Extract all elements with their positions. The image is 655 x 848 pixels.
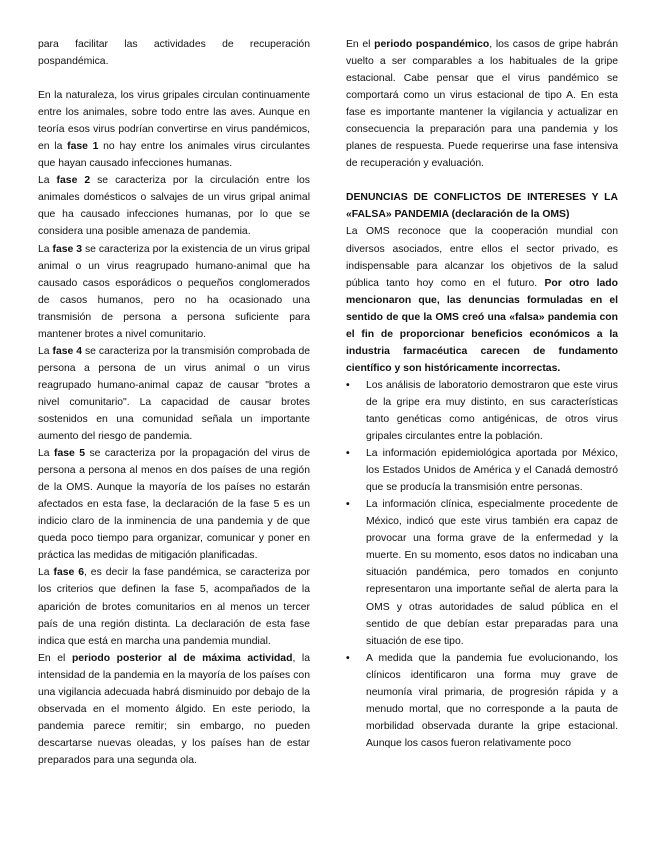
- bullet-icon: •: [346, 652, 350, 664]
- paragraph-phase-3: La fase 3 se caracteriza por la existencia de un virus gripal animal o un virus reagrupado humano-animal que ha causado casos esporádicos o pequeños conglomerados de casos humanos, pero no ha ocasionado una transmisión de persona a persona suficiente para mantener brotes a nivel comunitario.: [38, 243, 310, 340]
- evidence-list: [346, 377, 618, 752]
- list-item: • La información epidemiológica aportada por México, los Estados Unidos de América y el Canadá demostró que se producía la transmisión entre personas.: [346, 445, 618, 496]
- paragraph-phase-1: En la naturaleza, los virus gripales circulan continuamente entre los animales, sobre todo entre las aves. Aunque en teoría esos virus podrían convertirse en virus pandémicos, en la fase 1 no hay entre los animales virus circulantes que hayan causado infecciones humanas.: [38, 90, 310, 170]
- paragraph-who-statement: La OMS reconoce que la cooperación mundial con diversos asociados, entre ellos el sector privado, es indispensable para alcanzar los objetivos de la salud pública tanto hoy como en el futuro. Por otro lado mencionaron que, las denuncias formuladas en el sentido de que la OMS creó una «falsa» pandemia con el fin de proporcionar beneficios económicos a la industria farmacéutica carecen de fundamento científico y son históricamente incorrectas.: [346, 226, 619, 374]
- paragraph-phase-2: La fase 2 se caracteriza por la circulación entre los animales domésticos o salvajes de un virus gripal animal que ha causado infecciones humanas, por lo que se considera una posible amenaza de pandemia.: [38, 175, 310, 238]
- paragraph-phase-4: La fase 4 se caracteriza por la transmisión comprobada de persona a persona de un virus animal o un virus reagrupado humano-animal capaz de causar "brotes a nivel comunitario". La capacidad de causar brotes sostenidos en una comunidad señala un importante aumento del riesgo de pandemia.: [38, 345, 310, 443]
- list-item: • La información clínica, especialmente procedente de México, indicó que este virus también era capaz de provocar una forma grave de la enfermedad y la muerte. En su momento, esos datos no indicaban una situación pandémica, pero tomados en conjunto representaron una importante señal de alerta para la OMS y otras autoridades de salud pública en el sentido de que debían estar preparadas para una situación de ese tipo.: [346, 496, 618, 649]
- bullet-icon: •: [346, 499, 350, 511]
- list-item: • A medida que la pandemia fue evolucionando, los clínicos identificaron una forma muy grave de neumonía viral primaria, de progresión rápida y a menudo mortal, que no corresponde a la pauta de morbilidad observada durante la gripe estacional. Aunque los casos fueron relativamente poco: [346, 650, 618, 752]
- section-heading: DENUNCIAS DE CONFLICTOS DE INTERESES Y LA «FALSA» PANDEMIA (declaración de la OMS): [346, 192, 618, 221]
- left-column: [38, 36, 310, 769]
- bullet-icon: •: [346, 379, 350, 391]
- paragraph-phase-6: La fase 6, es decir la fase pandémica, se caracteriza por los criterios que definen la fase 5, acompañados de la aparición de brotes comunitarios en al menos un tercer país de una región distinta. La declaración de esta fase indica que está en marcha una pandemia mundial.: [38, 567, 310, 647]
- paragraph-post-peak: En el periodo posterior al de máxima actividad, la intensidad de la pandemia en la mayoría de los países con una vigilancia adecuada habrá disminuido por debajo de la observada en el momento álgido. En este periodo, la pandemia parece remitir; sin embargo, no pueden descartarse nuevas oleadas, y los países han de estar preparados para una segunda ola.: [38, 652, 310, 766]
- paragraph-recovery: para facilitar las actividades de recuperación pospandémica.: [38, 39, 310, 68]
- bullet-icon: •: [346, 448, 350, 460]
- list-item: • Los análisis de laboratorio demostraron que este virus de la gripe era muy distinto, en sus características tanto genéticas como antigénicas, de otros virus gripales circulantes entre la población.: [346, 377, 618, 445]
- paragraph-post-pandemic: En el periodo pospandémico, los casos de gripe habrán vuelto a ser comparables a los habituales de la gripe estacional. Cabe pensar que el virus pandémico se comportará como un virus estacional de tipo A. En esta fase es importante mantener la vigilancia y actualizar en consecuencia la preparación para una pandemia y los planes de respuesta. Puede requerirse una fase intensiva de recuperación y evaluación.: [346, 39, 618, 170]
- paragraph-phase-5: La fase 5 se caracteriza por la propagación del virus de persona a persona al menos en dos países de una región de la OMS. Aunque la mayoría de los países no estarán afectados en esta fase, la declaración de la fase 5 es un indicio claro de la inminencia de una pandemia y de que queda poco tiempo para organizar, comunicar y poner en práctica las medidas de mitigación planificadas.: [38, 448, 310, 562]
- right-column: [346, 36, 618, 752]
